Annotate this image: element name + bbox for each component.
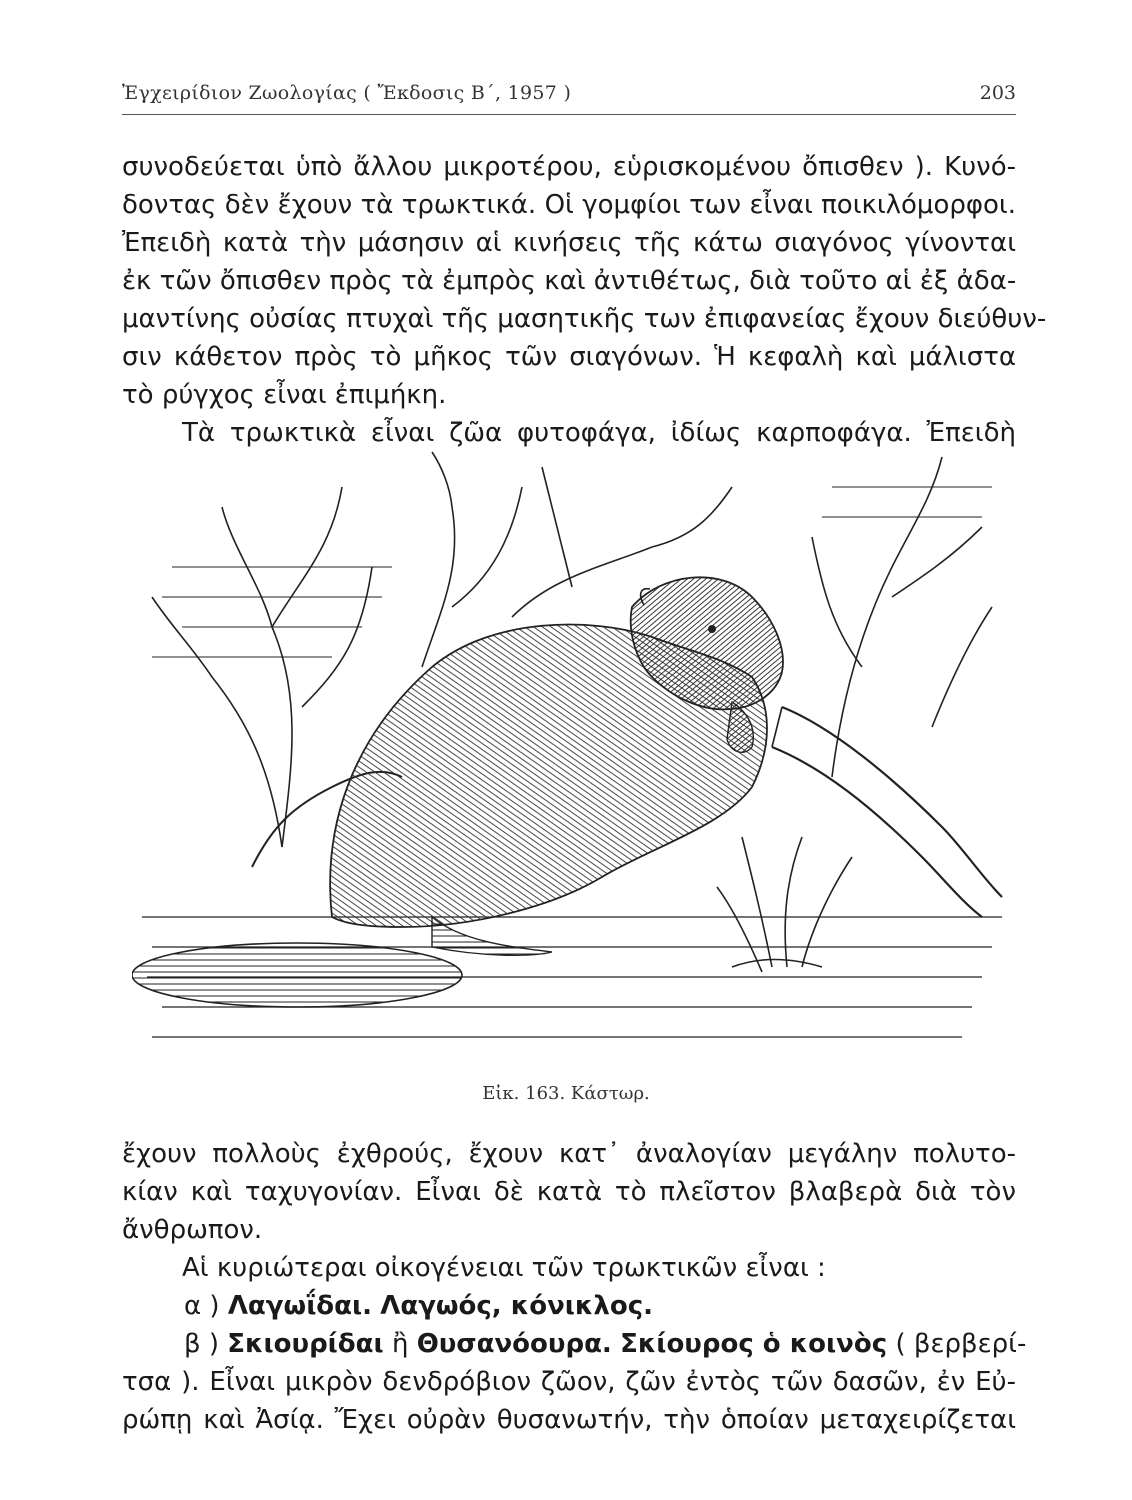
text-line: τὸ ρύγχος εἶναι ἐπιμήκη.	[122, 380, 447, 410]
figure-caption: Εἰκ. 163. Κάστωρ.	[482, 1083, 650, 1104]
text-line: ἄνθρωπον.	[122, 1215, 263, 1245]
beaver-figure	[132, 577, 783, 1007]
family-name: Λαγωΐδαι.	[227, 1291, 372, 1321]
running-header	[122, 80, 1016, 115]
text-line: ρώπῃ καὶ Ἀσίᾳ. Ἔχει οὐρὰν θυσανωτήν, τὴν ὁποίαν μεταχειρίζεται	[122, 1405, 1016, 1435]
top-text	[122, 148, 1047, 452]
beaver-eye	[708, 625, 716, 633]
text-line: μαντίνης οὐσίας πτυχαὶ τῆς μασητικῆς των ἐπιφανείας ἔχουν διεύθυν-	[122, 304, 1047, 334]
family-examples: Λαγωός, κόνικλος.	[380, 1291, 653, 1321]
text-line: Τὰ τρωκτικὰ εἶναι ζῶα φυτοφάγα, ἰδίως καρποφάγα. Ἐπειδὴ	[182, 418, 1016, 448]
item-marker: β )	[184, 1329, 220, 1359]
family-alt-name: Θυσανόουρα.	[416, 1329, 612, 1359]
text-line: τσα ). Εἶναι μικρὸν δενδρόβιον ζῶον, ζῶν ἐντὸς τῶν δασῶν, ἐν Εὐ-	[122, 1367, 1016, 1397]
family-b	[122, 1325, 1027, 1363]
paren-text: ( βερβερί-	[895, 1329, 1027, 1359]
text-line: συνοδεύεται ὑπὸ ἄλλου μικροτέρου, εὑρισκομένου ὄπισθεν ). Κυνό-	[122, 152, 1016, 182]
text-line: κίαν καὶ ταχυγονίαν. Εἶναι δὲ κατὰ τὸ πλεῖστον βλαβερὰ διὰ τὸν	[122, 1177, 1016, 1207]
conjunction: ἢ	[391, 1329, 409, 1359]
family-example: Σκίουρος ὁ κοινὸς	[620, 1329, 888, 1359]
families-intro: Αἱ κυριώτεραι οἰκογένειαι τῶν τρωκτικῶν εἶναι :	[182, 1253, 826, 1283]
item-marker: α )	[184, 1291, 220, 1321]
text-line: σιν κάθετον πρὸς τὸ μῆκος τῶν σιαγόνων. Ἡ κεφαλὴ καὶ μάλιστα	[122, 342, 1016, 372]
text-line: δοντας δὲν ἔχουν τὰ τρωκτικά. Οἱ γομφίοι των εἶναι ποικιλόμορφοι.	[122, 190, 1016, 220]
text-line: ἐκ τῶν ὄπισθεν πρὸς τὰ ἐμπρὸς καὶ ἀντιθέτως, διὰ τοῦτο αἱ ἐξ ἀδα-	[122, 266, 1017, 296]
page-number: 203	[979, 82, 1016, 104]
family-name: Σκιουρίδαι	[227, 1329, 384, 1359]
family-a	[122, 1287, 1016, 1325]
beaver-illustration	[132, 447, 1012, 1062]
reeds	[717, 837, 852, 972]
fallen-branch	[772, 707, 1002, 917]
beaver-tail	[132, 943, 462, 1007]
running-title: Ἐγχειρίδιον Ζωολογίας ( Ἔκδοσις Β΄, 1957 )	[122, 82, 572, 104]
text-line: ἔχουν πολλοὺς ἐχθρούς, ἔχουν κατ᾽ ἀναλογίαν μεγάλην πολυτο-	[122, 1139, 1016, 1169]
text-line: Ἐπειδὴ κατὰ τὴν μάσησιν αἱ κινήσεις τῆς κάτω σιαγόνος γίνονται	[122, 228, 1016, 258]
bottom-text	[122, 1135, 1027, 1439]
